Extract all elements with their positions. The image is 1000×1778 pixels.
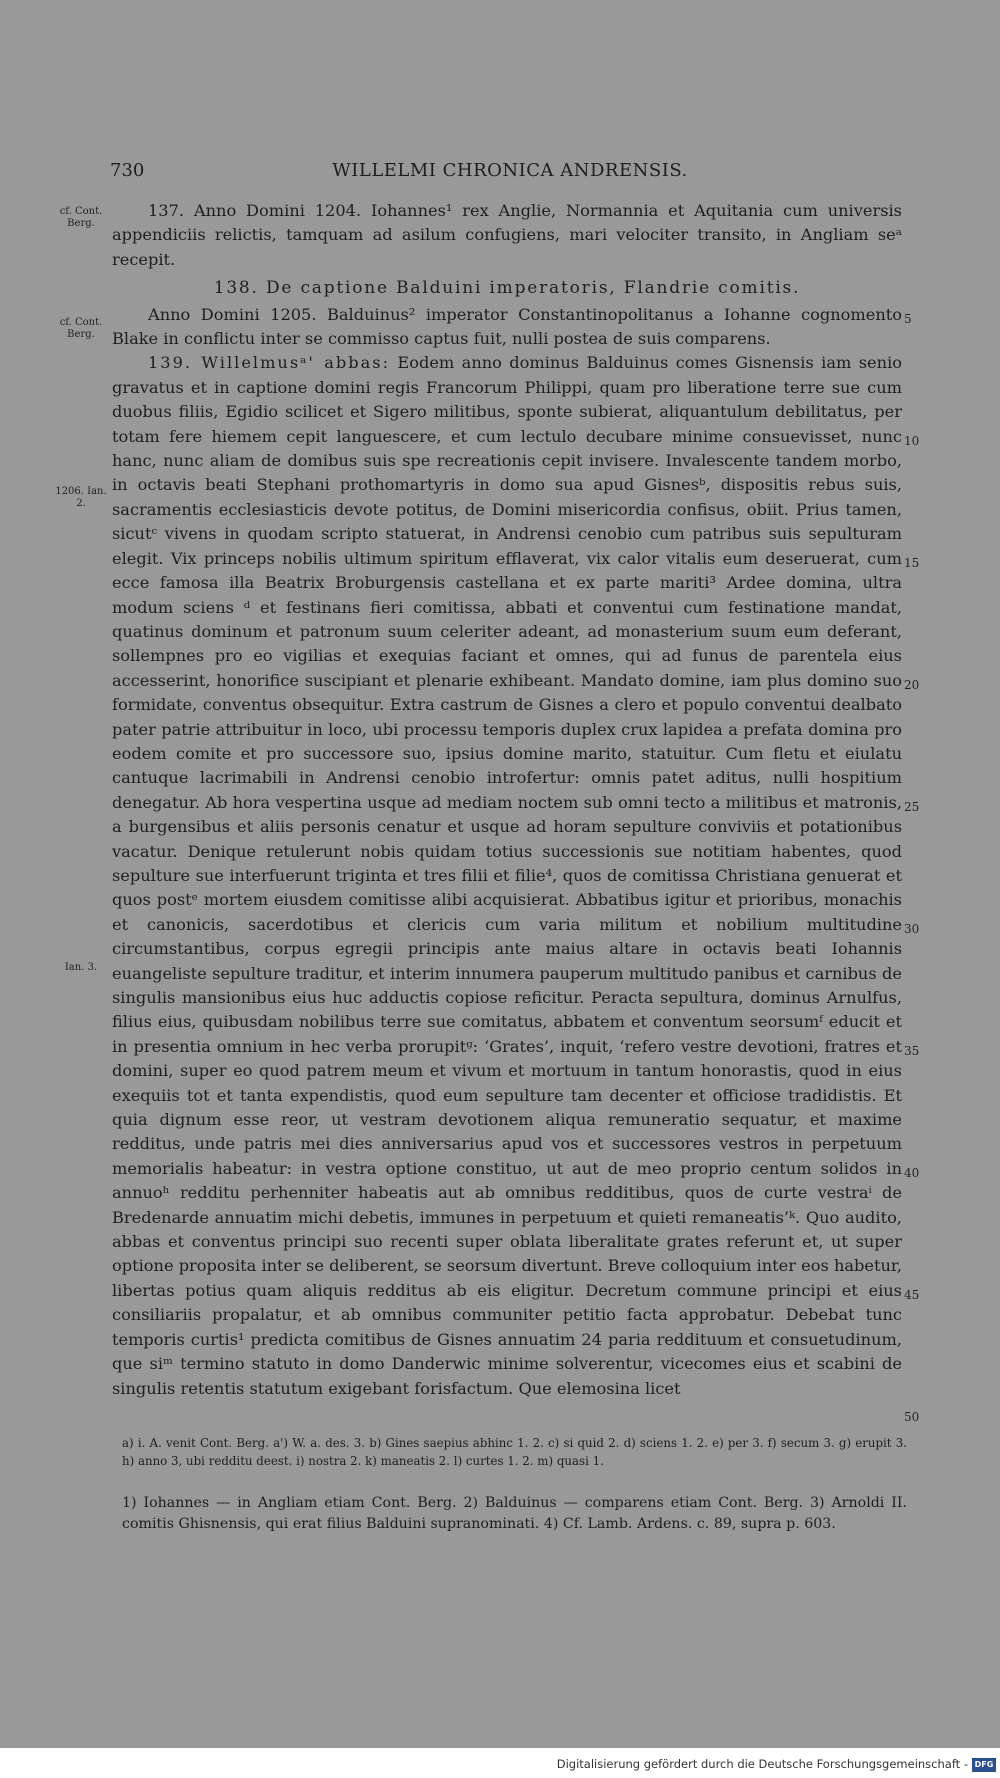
line-number: 20 [904, 678, 920, 692]
line-number: 40 [904, 1166, 920, 1180]
variant-readings-text: a) i. A. venit Cont. Berg. a') W. a. des. 3. b) Gines saepius abhinc 1. 2. c) si quid 2. d) sciens 1. 2. e) per 3. f) secum 3. g) erupit 3. h) anno 3, ubi redditu deest. i) nostra 2. k) maneatis 2. l) curtes 1. 2. m) quasi 1. [122, 1436, 907, 1468]
main-text [112, 199, 902, 1401]
line-number: 10 [904, 434, 920, 448]
line-number: 50 [904, 1410, 920, 1424]
digitization-credit: Digitalisierung gefördert durch die Deutsche Forschungsgemeinschaft - [556, 1757, 968, 1771]
line-number: 35 [904, 1044, 920, 1058]
line-number: 5 [904, 312, 912, 326]
line-number: 45 [904, 1288, 920, 1302]
digitization-bar [0, 1748, 1000, 1778]
dfg-logo-icon: DFG [972, 1758, 996, 1772]
paragraph-138: Anno Domini 1205. Balduinus² imperator Constantinopolitanus a Iohanne cognomento Blake in conflictu inter se commisso captus fuit, nulli postea de suis comparens. [112, 304, 902, 349]
section-heading-138: 138. De captione Balduini imperatoris, Flandrie comitis. [213, 278, 801, 299]
footnotes-text: 1) Iohannes — in Angliam etiam Cont. Berg. 2) Balduinus — comparens etiam Cont. Berg. 3) Arnoldi II. comitis Ghisnensis, qui erat filius Balduini supranominati. 4) Cf. Lamb. Ardens. c. 89, supra p. 603. [122, 1495, 907, 1532]
margin-note-cont-berg: cf. Cont. Berg. [59, 206, 103, 229]
page-number: 730 [110, 160, 145, 181]
variant-readings [122, 1435, 907, 1470]
paragraph-139-text: Eodem anno dominus Balduinus comes Gisnensis iam senio gravatus et in captione domini regis Francorum Philippi, quam pro liberatione terre sue cum duobus filiis, Egidio scilicet et Sigero militibus, sponte subierat, aliquantulum debilitatus, per totam fere hiemem cepit languescere, et cum lectulo decubare minime consuevisset, nunc hanc, nunc aliam de domibus suis spe recreationis cepit invisere. Invalescente tandem morbo, in octavis beati Stephani prothomartyris in domo sua apud Gisnesᵇ, dispositis rebus suis, sacramentis ecclesiasticis devote potitus, de Domini misericordia confisus, obiit. Prius tamen, sicutᶜ vivens in quodam scripto statuerat, in Andrensi cenobio cum patribus suis sepulturam elegit. Vix princeps nobilis ultimum spiritum efflaverat, vix calor vitalis eum deseruerat, cum ecce famosa illa Beatrix Broburgensis castellana et ex parte mariti³ Ardee domina, ultra modum sciens ᵈ et festinans fieri comitissa, abbati et conventui cum festinatione mandat, quatinus dominum et patronum suum celeriter adeant, ad monasterium suum eum deferant, sollempnes pro eo vigilias et exequias faciant et omnes, qui ad funus de parentela eius accesserint, honorifice suscipiant et plenarie exhibeant. Mandato domine, iam plus domino suo formidate, conventus obsequitur. Extra castrum de Gisnes a clero et populo conventui dealbato pater patrie attribuitur in loco, ubi processu temporis duplex crux lapidea a prefata domina pro eodem comite et pro successore suo, ipsius domine marito, statuitur. Cum fletu et eiulatu cantuque lacrimabili in Andrensi cenobio introfertur: omnis patet aditus, nulli hospitium denegatur. Ab hora vespertina usque ad mediam noctem sub omni tecto a militibus et matronis, a burgensibus et aliis personis cenatur et usque ad horam sepulture conviviis et potationibus vacatur. Denique retulerunt nobis quidam totius successionis sue notitiam habentes, quod sepulture sue interfuerunt triginta et tres filii et filie⁴, quos de comitissa Christiana genuerat et quos postᵉ mortem eiusdem comitisse alibi acquisierat. Abbatibus igitur et prioribus, monachis et canonicis, sacerdotibus et clericis cum varia militum et nobilium multitudine circumstantibus, corpus egregii principis ante maius altare in octavis beati Iohannis euangeliste sepulture traditur, et interim innumera pauperum multitudo panibus et carnibus de singulis mansionibus eius huc adductis copiose reficitur. Peracta sepultura, dominus Arnulfus, filius eius, quibusdam nobilibus terre sue comitatus, abbatem et conventum seorsumᶠ educit et in presentia omnium in hec verba prorupitᵍ: ‘Grates’, inquit, ‘refero vestre devotioni, fratres et domini, super eo quod patrem meum et vivum et mortuum in tantum honorastis, quod in eius exequiis tot et tanta expendistis, quod eum sepulture tam decenter et officiose tradidistis. Et quia dignum esse reor, ut vestram devotionem aliqua remuneratio sequatur, et maxime redditus, unde patris mei dies anniversarius apud vos et successores vestros in perpetuum memorialis habeatur: in vestra optione constituo, ut aut de meo proprio centum solidos in annuoʰ redditu perhenniter habeatis aut ab omnibus redditibus, quos de curte vestraⁱ de Bredenarde annuatim michi debetis, immunes in perpetuum et quieti remaneatis’ᵏ. Quo audito, abbas et conventus principi suo recenti super oblata liberalitate grates referunt et, ut super optione proposita inter se deliberent, se seorsum divertunt. Breve colloquium inter eos habetur, libertas potius quam aliquis redditus ab eis eligitur. Decretum commune principi et eius consiliariis propalatur, et ab omnibus communiter petitio facta approbatur. Debebat tunc temporis curtis¹ predicta comitibus de Gisnes annuatim 24 paria reddituum et consuetudinum, que siᵐ termino statuto in domo Danderwic minime solverentur, vicecomes eius et scabini de singulis retentis statutum exigebant forisfactum. Que elemosina licet [112, 353, 902, 1398]
paragraph-139-lead: 139. Willelmusᵃ' abbas: [148, 353, 391, 373]
line-number: 25 [904, 800, 920, 814]
footnotes [122, 1493, 907, 1535]
margin-note-date: 1206. Ian. 2. [55, 486, 107, 509]
page-header [110, 160, 910, 188]
paragraph-139 [112, 351, 902, 1400]
margin-note-cont-berg: cf. Cont. Berg. [59, 317, 103, 340]
running-title: WILLELMI CHRONICA ANDRENSIS. [332, 160, 688, 181]
paragraph-137: 137. Anno Domini 1204. Iohannes¹ rex Anglie, Normannia et Aquitania cum universis appendiciis relictis, tamquam ad asilum confugiens, mari velociter transito, in Angliam seᵃ recepit. [112, 201, 902, 269]
line-number: 15 [904, 556, 920, 570]
line-number: 30 [904, 922, 920, 936]
margin-note-date: Ian. 3. [64, 962, 98, 973]
